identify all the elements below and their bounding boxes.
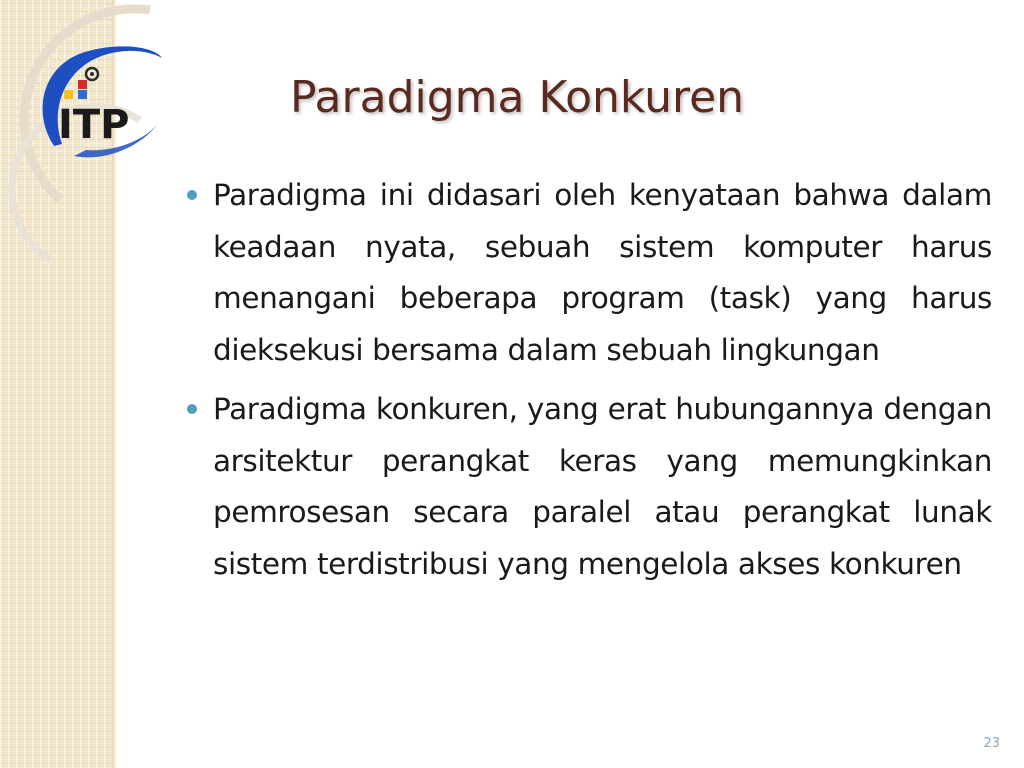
bullet-list bbox=[187, 170, 992, 598]
bullet-text: Paradigma ini didasari oleh kenyataan bahwa dalam keadaan nyata, sebuah sistem komputer harus menangani beberapa program (task) yang harus dieksekusi bersama dalam sebuah lingkungan bbox=[213, 178, 992, 367]
bullet-item bbox=[187, 384, 992, 590]
bullet-item bbox=[187, 170, 992, 376]
bullet-text: Paradigma konkuren, yang erat hubungannya dengan arsitektur perangkat keras yang memungkinkan pemrosesan secara paralel atau perangkat lunak sistem terdistribusi yang mengelola akses konkuren bbox=[213, 392, 992, 581]
slide-title: Paradigma Konkuren bbox=[290, 72, 745, 123]
bullet-dot-icon bbox=[187, 404, 197, 414]
svg-text:ITP: ITP bbox=[58, 102, 130, 148]
page-number: 23 bbox=[983, 736, 1000, 751]
bullet-dot-icon bbox=[187, 190, 197, 200]
itp-logo bbox=[34, 36, 166, 162]
